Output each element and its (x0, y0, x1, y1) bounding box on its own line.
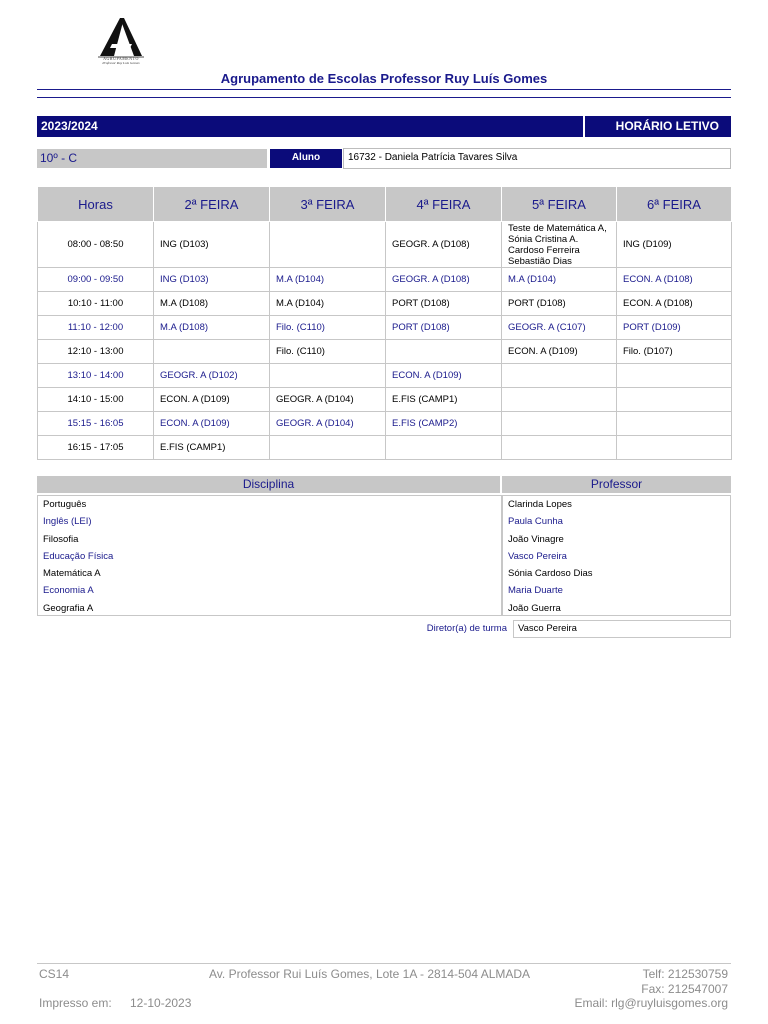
lesson-cell (270, 222, 386, 268)
discipline-item: Matemática A (43, 568, 101, 580)
class-director-label: Diretor(a) de turma (426, 623, 507, 634)
teacher-list (502, 495, 731, 616)
lesson-cell (617, 364, 732, 388)
header-rule-top (37, 89, 731, 90)
lesson-cell (386, 340, 502, 364)
footer-fax: Fax: 212547007 (641, 982, 728, 996)
header-monday: 2ª FEIRA (154, 187, 270, 222)
lesson-cell (617, 436, 732, 460)
lesson-cell: GEOGR. A (D108) (386, 222, 502, 268)
hour-cell: 13:10 - 14:00 (38, 364, 154, 388)
lesson-cell: ING (D109) (617, 222, 732, 268)
hour-cell: 08:00 - 08:50 (38, 222, 154, 268)
footer-phone: Telf: 212530759 (642, 967, 728, 981)
student-name-field: 16732 - Daniela Patrícia Tavares Silva (343, 148, 731, 169)
lesson-cell: ECON. A (D109) (502, 340, 617, 364)
footer-address: Av. Professor Rui Luís Gomes, Lote 1A - 2814-504 ALMADA (209, 967, 531, 981)
teacher-item: Paula Cunha (508, 516, 563, 528)
lesson-cell: M.A (D108) (154, 316, 270, 340)
school-name: Agrupamento de Escolas Professor Ruy Luís Gomes (220, 71, 548, 86)
logo-text: AGRUPAMENTO Professor Ruy Luís Gomes (102, 56, 140, 65)
lesson-cell: PORT (D108) (386, 316, 502, 340)
hour-cell: 09:00 - 09:50 (38, 268, 154, 292)
lesson-cell: PORT (D109) (617, 316, 732, 340)
header-tuesday: 3ª FEIRA (270, 187, 386, 222)
student-label: Aluno (270, 149, 342, 168)
lesson-cell (502, 412, 617, 436)
lesson-cell (502, 436, 617, 460)
lesson-cell (270, 436, 386, 460)
teacher-item: Sónia Cardoso Dias (508, 568, 593, 580)
teacher-header: Professor (502, 476, 731, 493)
teacher-item: Vasco Pereira (508, 550, 567, 562)
lesson-cell: Filo. (C110) (270, 316, 386, 340)
lesson-cell: ING (D103) (154, 268, 270, 292)
lesson-cell: Teste de Matemática A, Sónia Cristina A. Cardoso Ferreira Sebastião Dias (502, 222, 617, 268)
hour-cell: 10:10 - 11:00 (38, 292, 154, 316)
lesson-cell: ING (D103) (154, 222, 270, 268)
lesson-cell: M.A (D104) (270, 292, 386, 316)
lesson-cell (270, 364, 386, 388)
discipline-item: Geografia A (43, 602, 94, 614)
footer-rule (37, 963, 731, 964)
hour-cell: 14:10 - 15:00 (38, 388, 154, 412)
lesson-cell: Filo. (C110) (270, 340, 386, 364)
lesson-cell (154, 340, 270, 364)
lesson-cell: ECON. A (D109) (154, 388, 270, 412)
teacher-item: Maria Duarte (508, 585, 563, 597)
lesson-cell: PORT (D108) (502, 292, 617, 316)
header-rule-bottom (37, 97, 731, 98)
lesson-cell (386, 436, 502, 460)
table-row (38, 292, 732, 316)
lesson-cell: E.FIS (CAMP1) (386, 388, 502, 412)
footer-code: CS14 (39, 967, 70, 981)
lesson-cell: GEOGR. A (D104) (270, 412, 386, 436)
teacher-item: Clarinda Lopes (508, 499, 572, 510)
document-title: HORÁRIO LETIVO (585, 116, 731, 137)
teacher-item: João Vinagre (508, 533, 564, 545)
teacher-item: João Guerra (508, 602, 561, 614)
discipline-item: Filosofia (43, 533, 79, 545)
lesson-cell (502, 388, 617, 412)
discipline-item: Educação Física (43, 550, 114, 562)
lesson-cell: ECON. A (D108) (617, 292, 732, 316)
school-year: 2023/2024 (37, 116, 583, 137)
table-row (38, 364, 732, 388)
lesson-cell: GEOGR. A (D104) (270, 388, 386, 412)
lesson-cell: GEOGR. A (C107) (502, 316, 617, 340)
lesson-cell: ECON. A (D108) (617, 268, 732, 292)
lesson-cell: ECON. A (D109) (154, 412, 270, 436)
lesson-cell: E.FIS (CAMP2) (386, 412, 502, 436)
header-hours: Horas (38, 187, 154, 222)
table-row (38, 340, 732, 364)
lesson-cell: ECON. A (D109) (386, 364, 502, 388)
title-bar (37, 116, 731, 137)
timetable (37, 186, 732, 460)
lesson-cell: M.A (D104) (502, 268, 617, 292)
hour-cell: 16:15 - 17:05 (38, 436, 154, 460)
class-director-value: Vasco Pereira (513, 620, 731, 638)
header-friday: 6ª FEIRA (617, 187, 732, 222)
discipline-header: Disciplina (37, 476, 500, 493)
lesson-cell (617, 388, 732, 412)
table-row (38, 222, 732, 268)
hour-cell: 12:10 - 13:00 (38, 340, 154, 364)
hour-cell: 15:15 - 16:05 (38, 412, 154, 436)
lesson-cell (617, 412, 732, 436)
discipline-item: Economia A (43, 585, 94, 597)
class-name: 10º - C (37, 149, 267, 168)
header-thursday: 5ª FEIRA (502, 187, 617, 222)
lesson-cell: M.A (D104) (270, 268, 386, 292)
lesson-cell: E.FIS (CAMP1) (154, 436, 270, 460)
lesson-cell: GEOGR. A (D108) (386, 268, 502, 292)
table-row (38, 436, 732, 460)
table-row (38, 316, 732, 340)
lesson-cell: Filo. (D107) (617, 340, 732, 364)
lesson-cell: GEOGR. A (D102) (154, 364, 270, 388)
discipline-list (37, 495, 502, 616)
lesson-cell: M.A (D108) (154, 292, 270, 316)
discipline-item: Inglês (LEI) (43, 516, 92, 528)
footer-printed-label: Impresso em: (39, 996, 112, 1010)
lesson-cell (502, 364, 617, 388)
hour-cell: 11:10 - 12:00 (38, 316, 154, 340)
table-row (38, 268, 732, 292)
table-row (38, 388, 732, 412)
header-wednesday: 4ª FEIRA (386, 187, 502, 222)
footer-email: Email: rlg@ruyluisgomes.org (574, 996, 728, 1010)
footer-printed-date: 12-10-2023 (130, 996, 192, 1010)
lesson-cell: PORT (D108) (386, 292, 502, 316)
timetable-header-row (38, 187, 732, 222)
discipline-item: Português (43, 499, 87, 510)
table-row (38, 412, 732, 436)
